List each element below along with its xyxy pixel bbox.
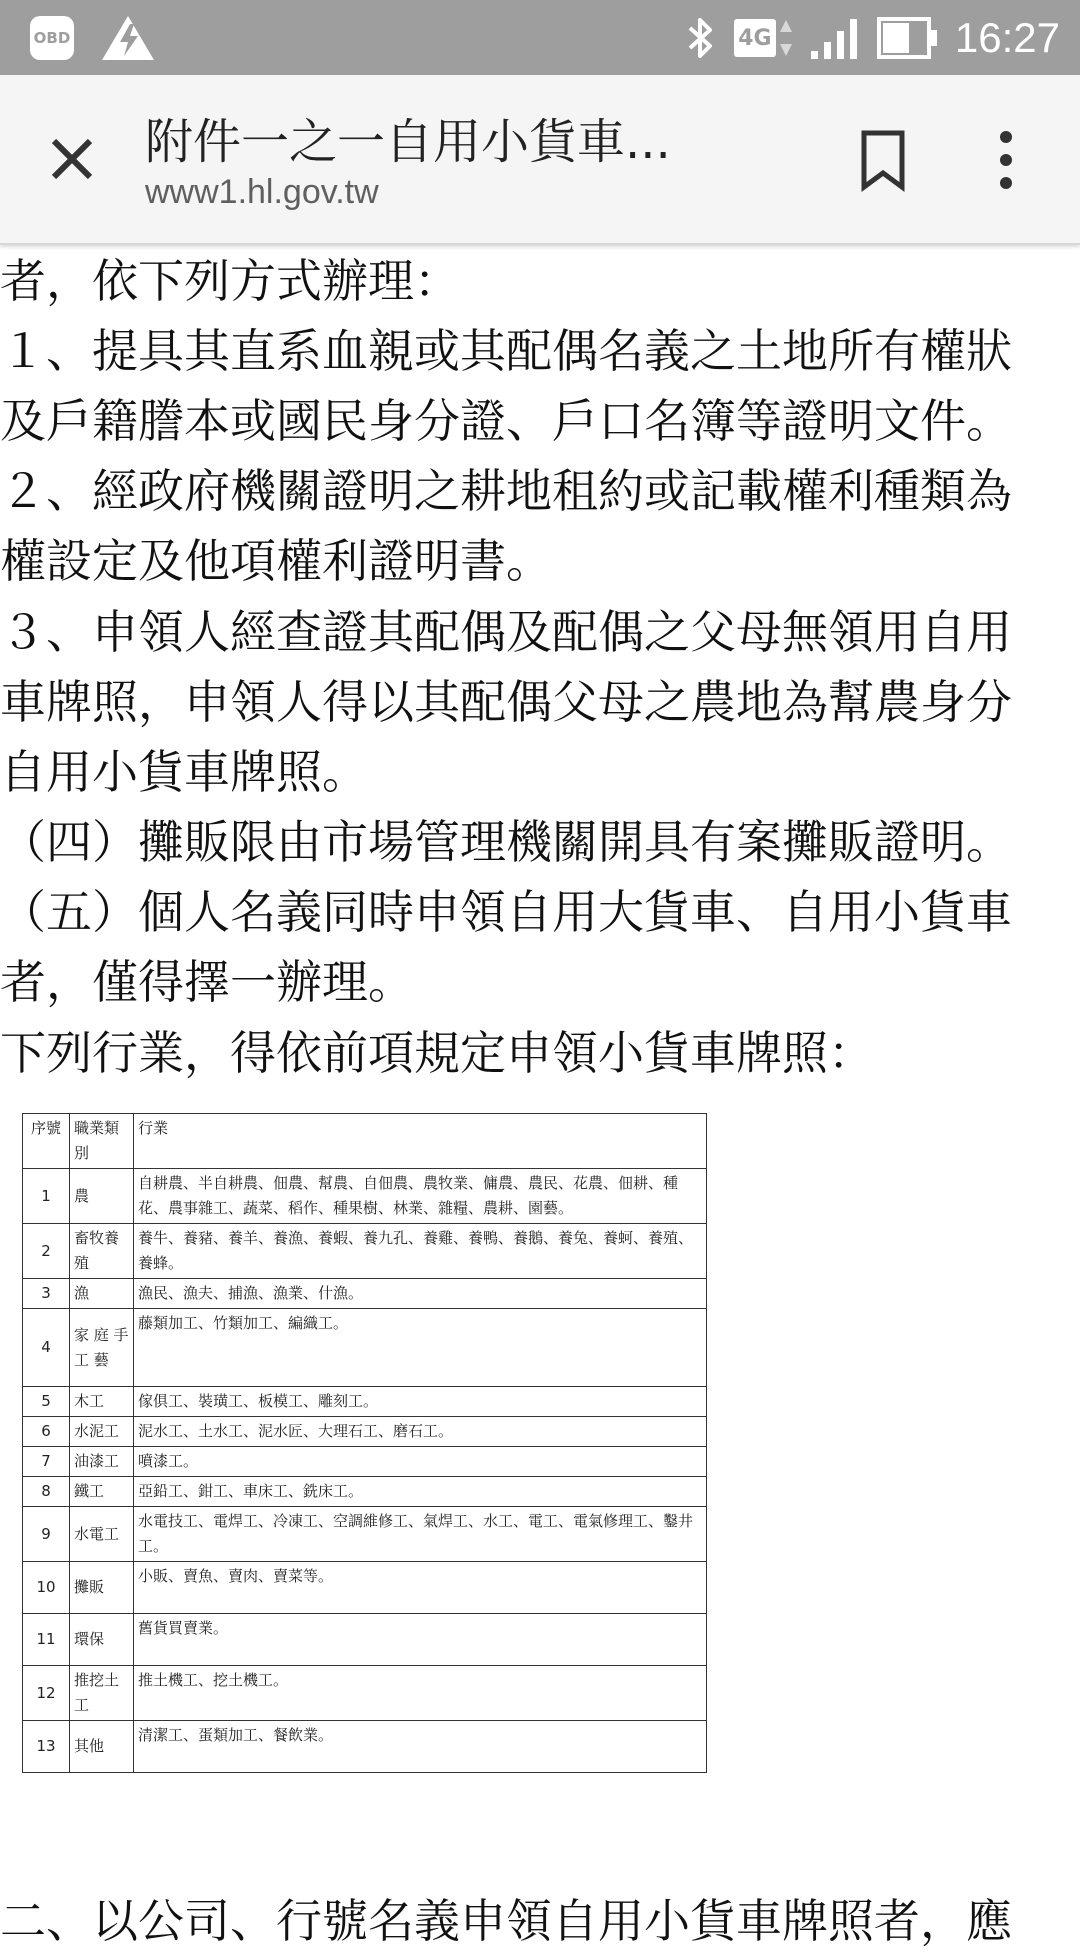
row-number: 6 <box>23 1417 70 1447</box>
row-category: 家 庭 手 工 藝 <box>70 1309 134 1387</box>
row-category: 推挖土工 <box>70 1666 134 1721</box>
row-category: 環保 <box>70 1614 134 1666</box>
body-text-line: 及戶籍謄本或國民身分證、戶口名簿等證明文件。 <box>0 394 1012 448</box>
row-industries: 藤類加工、竹類加工、編織工。 <box>134 1309 707 1387</box>
body-text-line-partial: 二、以公司、行號名義申領自用小貨車牌照者，應 <box>0 1894 1012 1948</box>
row-industries: 噴漆工。 <box>134 1447 707 1477</box>
body-text-line: 者，依下列方式辦理： <box>0 254 460 308</box>
row-industries: 傢俱工、裝璜工、板模工、雕刻工。 <box>134 1387 707 1417</box>
row-number: 10 <box>23 1562 70 1614</box>
row-number: 4 <box>23 1309 70 1387</box>
table-row <box>23 1477 707 1507</box>
data-arrows-icon <box>779 18 793 58</box>
lte-icon <box>734 18 793 58</box>
obd-icon: OBD <box>30 16 74 60</box>
table-row <box>23 1614 707 1666</box>
body-text-line: （五）個人名義同時申領自用大貨車、自用小貨車 <box>0 885 1012 939</box>
row-industries: 清潔工、蛋類加工、餐飲業。 <box>134 1721 707 1773</box>
table-header-number: 序號 <box>23 1114 70 1169</box>
row-industries: 水電技工、電焊工、冷凍工、空調維修工、氣焊工、水工、電工、電氣修理工、鑿井工。 <box>134 1507 707 1562</box>
table-row <box>23 1447 707 1477</box>
more-vert-icon[interactable] <box>986 125 1026 195</box>
row-industries: 養牛、養豬、養羊、養漁、養蝦、養九孔、養雞、養鴨、養鵝、養兔、養蚵、養殖、養蜂。 <box>134 1224 707 1279</box>
bookmark-icon[interactable] <box>856 129 910 193</box>
signal-icon <box>809 15 861 61</box>
body-text-line: 車牌照，申領人得以其配偶父母之農地為幫農身分 <box>0 675 1012 729</box>
body-text-line: ２、經政府機關證明之耕地租約或記載權利種類為 <box>0 464 1012 518</box>
body-text-line: 自用小貨車牌照。 <box>0 745 368 799</box>
row-number: 7 <box>23 1447 70 1477</box>
body-text-line: （四）攤販限由市場管理機關開具有案攤販證明。 <box>0 815 1012 869</box>
table-row <box>23 1507 707 1562</box>
table-row <box>23 1309 707 1387</box>
row-category: 水泥工 <box>70 1417 134 1447</box>
row-category: 油漆工 <box>70 1447 134 1477</box>
table-header-row <box>23 1114 707 1169</box>
row-number: 12 <box>23 1666 70 1721</box>
row-number: 5 <box>23 1387 70 1417</box>
bluetooth-icon <box>684 15 718 61</box>
row-industries: 自耕農、半自耕農、佃農、幫農、自佃農、農牧業、傭農、農民、花農、佃耕、種花、農事雜工、蔬菜、稻作、種果樹、林業、雜糧、農耕、園藝。 <box>134 1169 707 1224</box>
page-title: 附件一之一自用小貨車... <box>145 114 671 170</box>
lightning-notification-icon <box>100 14 156 62</box>
row-number: 2 <box>23 1224 70 1279</box>
status-bar <box>0 0 1080 75</box>
table-row <box>23 1279 707 1309</box>
row-category: 漁 <box>70 1279 134 1309</box>
occupation-table <box>22 1113 707 1773</box>
table-row <box>23 1417 707 1447</box>
row-category: 水電工 <box>70 1507 134 1562</box>
row-industries: 舊貨買賣業。 <box>134 1614 707 1666</box>
table-header-industry: 行業 <box>134 1114 707 1169</box>
body-text-line: 下列行業，得依前項規定申領小貨車牌照： <box>0 1026 874 1080</box>
row-number: 13 <box>23 1721 70 1773</box>
network-type-label: 4G <box>734 19 776 57</box>
row-category: 其他 <box>70 1721 134 1773</box>
body-text-line: 者，僅得擇一辦理。 <box>0 955 414 1009</box>
table-row <box>23 1169 707 1224</box>
body-text-line: 權設定及他項權利證明書。 <box>0 534 552 588</box>
row-number: 11 <box>23 1614 70 1666</box>
row-number: 3 <box>23 1279 70 1309</box>
page-url: www1.hl.gov.tw <box>145 173 379 211</box>
table-row <box>23 1224 707 1279</box>
row-industries: 泥水工、土水工、泥水匠、大理石工、磨石工。 <box>134 1417 707 1447</box>
body-text-line: １、提具其直系血親或其配偶名義之土地所有權狀 <box>0 324 1012 378</box>
table-header-category: 職業類別 <box>70 1114 134 1169</box>
row-category: 鐵工 <box>70 1477 134 1507</box>
table-row <box>23 1562 707 1614</box>
close-icon[interactable] <box>40 127 104 191</box>
row-industries: 小販、賣魚、賣肉、賣菜等。 <box>134 1562 707 1614</box>
status-time: 16:27 <box>954 14 1060 61</box>
status-right-icons <box>684 10 1060 66</box>
row-category: 木工 <box>70 1387 134 1417</box>
custom-tab-toolbar <box>0 75 1080 245</box>
body-text-line: ３、申領人經查證其配偶及配偶之父母無領用自用 <box>0 605 1012 659</box>
page-content[interactable] <box>0 245 1080 1948</box>
row-industries: 亞鉛工、鉗工、車床工、銑床工。 <box>134 1477 707 1507</box>
table-row <box>23 1387 707 1417</box>
table-row <box>23 1721 707 1773</box>
row-number: 8 <box>23 1477 70 1507</box>
battery-icon <box>877 16 939 60</box>
status-left-icons <box>30 14 156 62</box>
row-industries: 漁民、漁夫、捕漁、漁業、什漁。 <box>134 1279 707 1309</box>
row-number: 1 <box>23 1169 70 1224</box>
row-category: 農 <box>70 1169 134 1224</box>
row-category: 攤販 <box>70 1562 134 1614</box>
row-industries: 推土機工、挖土機工。 <box>134 1666 707 1721</box>
table-row <box>23 1666 707 1721</box>
row-number: 9 <box>23 1507 70 1562</box>
row-category: 畜牧養殖 <box>70 1224 134 1279</box>
